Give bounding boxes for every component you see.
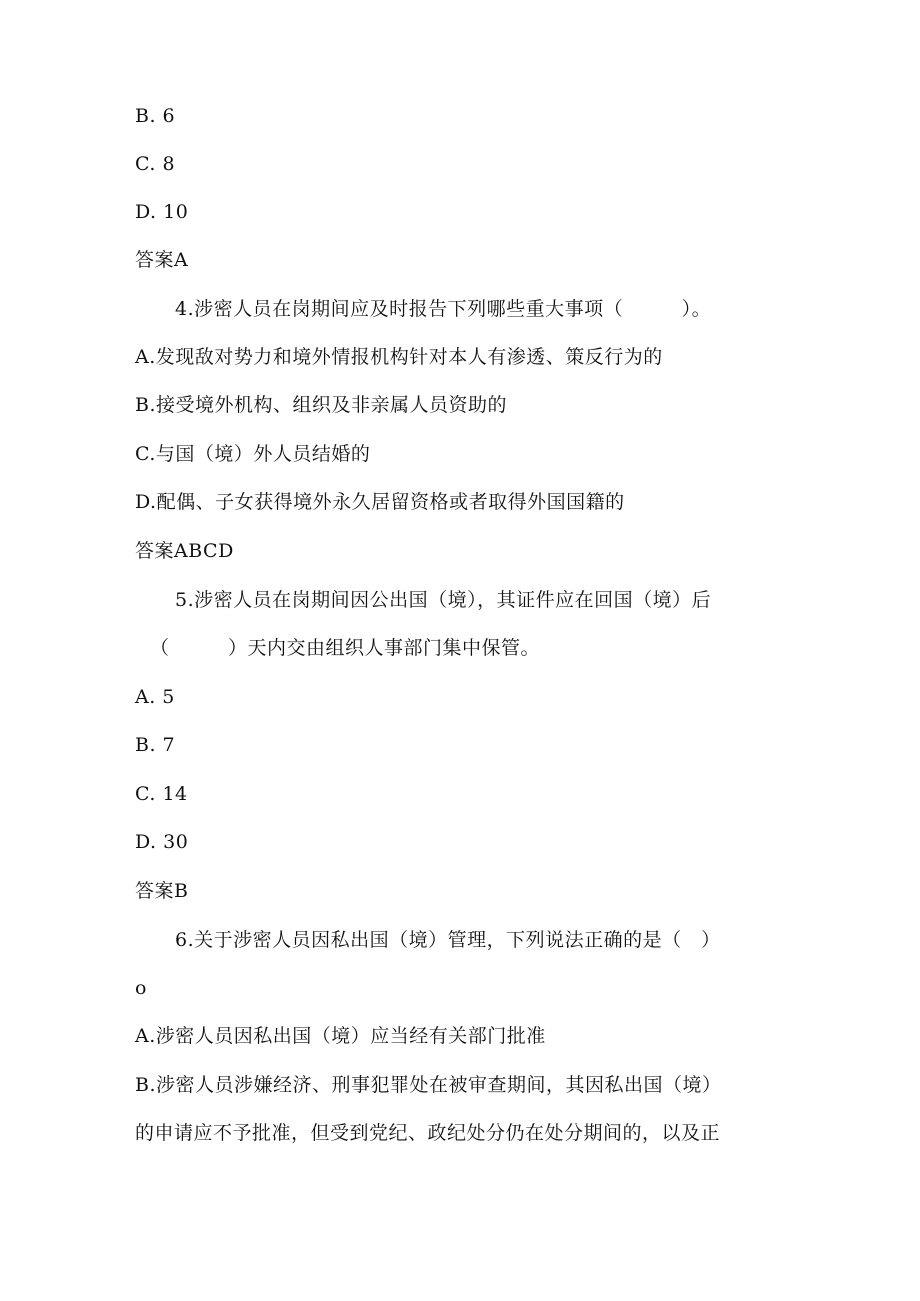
answer-q3: 答案A [135, 249, 189, 271]
question-5-line-2: （ ）天内交由组织人事部门集中保管。 [150, 637, 541, 659]
question-5-line-1: 5.涉密人员在岗期间因公出国（境），其证件应在回国（境）后 [175, 589, 712, 611]
option-b-q6-line-1: B.涉密人员涉嫌经济、刑事犯罪处在被审查期间，其因私出国（境） [135, 1074, 722, 1096]
option-d-q4: D.配偶、子女获得境外永久居留资格或者取得外国国籍的 [135, 491, 625, 513]
option-b-q4: B.接受境外机构、组织及非亲属人员资助的 [135, 394, 508, 416]
option-b-q5: B. 7 [135, 734, 176, 756]
question-6-line-1: 6.关于涉密人员因私出国（境）管理，下列说法正确的是（ ） [175, 929, 721, 951]
option-a-q5: A. 5 [135, 686, 175, 708]
option-c-q3: C. 8 [135, 153, 176, 175]
question-4: 4.涉密人员在岗期间应及时报告下列哪些重大事项（ ）。 [175, 298, 712, 320]
option-b-q6-line-2: 的申请应不予批准，但受到党纪、政纪处分仍在处分期间的，以及正 [135, 1122, 721, 1144]
option-d-q5: D. 30 [135, 831, 189, 853]
question-6-line-2: o [135, 977, 147, 999]
option-a-q6: A.涉密人员因私出国（境）应当经有关部门批准 [135, 1025, 546, 1047]
option-d-q3: D. 10 [135, 201, 189, 223]
option-c-q5: C. 14 [135, 783, 188, 805]
option-a-q4: A.发现敌对势力和境外情报机构针对本人有渗透、策反行为的 [135, 346, 663, 368]
option-b-q3: B. 6 [135, 105, 176, 127]
answer-q5: 答案B [135, 880, 189, 902]
answer-q4: 答案ABCD [135, 540, 234, 562]
option-c-q4: C.与国（境）外人员结婚的 [135, 443, 371, 465]
